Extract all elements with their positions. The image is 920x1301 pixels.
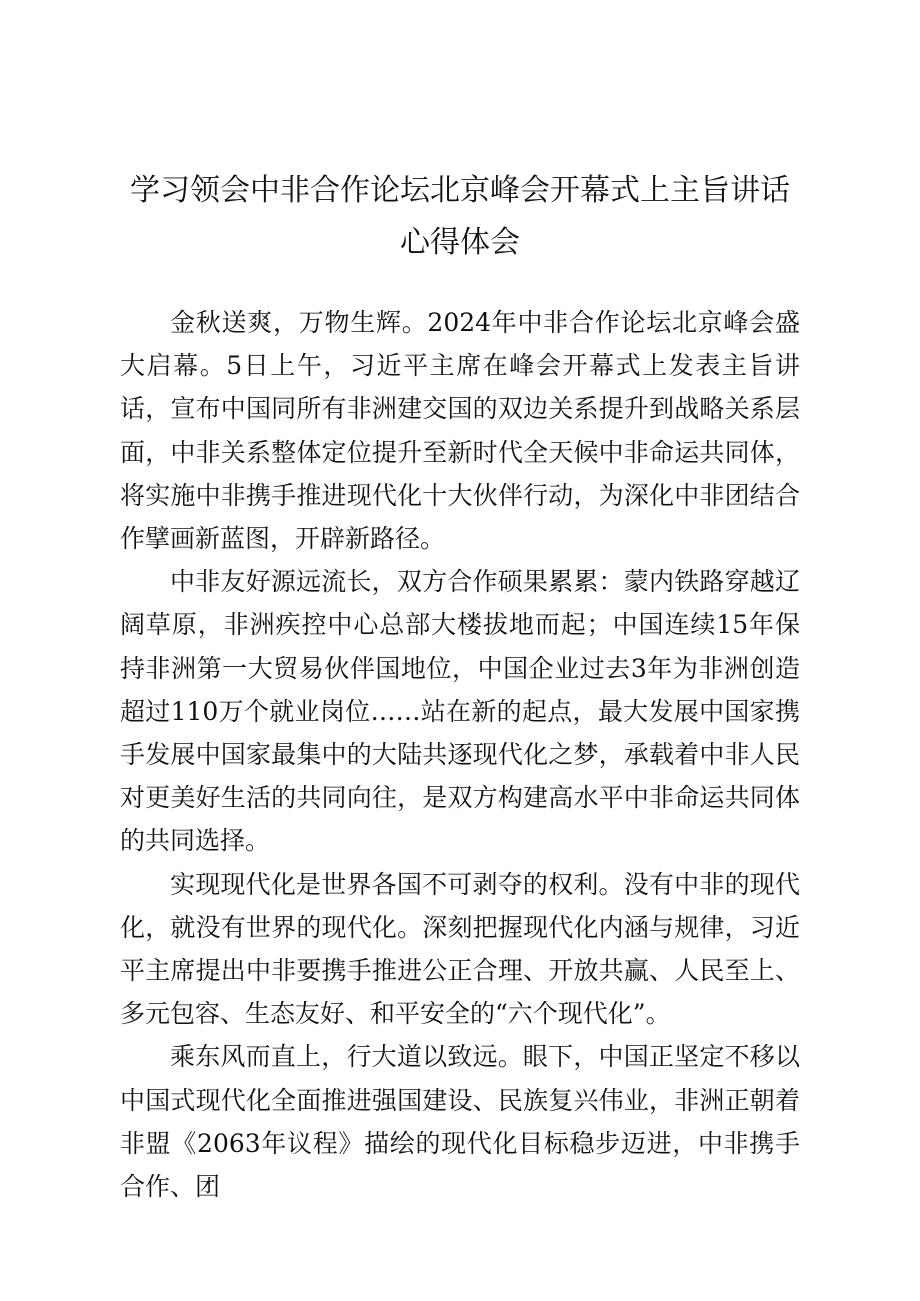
paragraph: 实现现代化是世界各国不可剥夺的权利。没有中非的现代化，就没有世界的现代化。深刻把握现代化内涵与规律，习近平主席提出中非要携手推进公正合理、开放共赢、人民至上、多元包容、生态友好、和平安全的“六个现代化”。 [120,869,800,1029]
document-title: 学习领会中非合作论坛北京峰会开幕式上主旨讲话心得体会 [130,173,790,260]
paragraph: 乘东风而直上，行大道以致远。眼下，中国正坚定不移以中国式现代化全面推进强国建设、民族复兴伟业，非洲正朝着非盟《2063年议程》描绘的现代化目标稳步迈进，中非携手合作、团 [120,1042,800,1202]
paragraph: 中非友好源远流长，双方合作硕果累累：蒙内铁路穿越辽阔草原，非洲疾控中心总部大楼拔地而起；中国连续15年保持非洲第一大贸易伙伴国地位，中国企业过去3年为非洲创造超过110万个就业岗位……站在新的起点，最大发展中国家携手发展中国家最集中的大陆共逐现代化之梦，承载着中非人民对更美好生活的共同向往，是双方构建高水平中非命运共同体的共同选择。 [120,567,800,856]
paragraph: 金秋送爽，万物生辉。2024年中非合作论坛北京峰会盛大启幕。5日上午，习近平主席在峰会开幕式上发表主旨讲话，宣布中国同所有非洲建交国的双边关系提升到战略关系层面，中非关系整体定位提升至新时代全天候中非命运共同体，将实施中非携手推进现代化十大伙伴行动，为深化中非团结合作擘画新蓝图，开辟新路径。 [120,308,800,554]
document-body [120,301,800,1208]
